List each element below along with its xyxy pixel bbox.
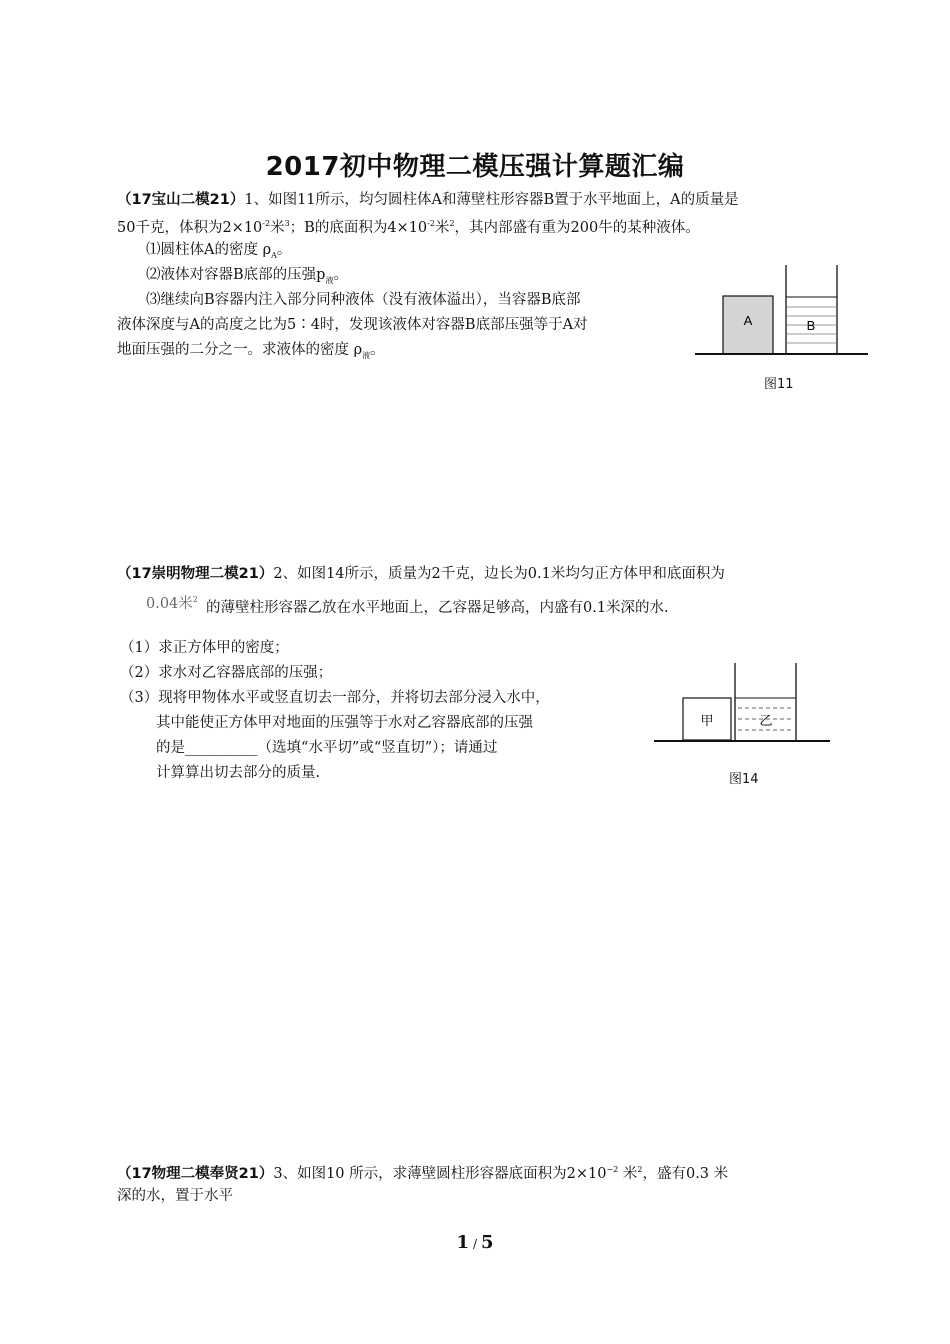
q1-text-b4: 米 <box>434 220 450 236</box>
q3-text-a2: 米 <box>618 1166 638 1182</box>
label-yi: 乙 <box>759 714 773 729</box>
q1-sub-3-line-1: ⑶继续向B容器内注入部分同种液体（没有液体溢出），当容器B底部 <box>146 292 581 308</box>
q2-area-text: 0.04米 <box>146 596 193 612</box>
q2-sub-3-line-4: 计算算出切去部分的质量. <box>156 765 321 781</box>
q1-sub1-end: 。 <box>276 242 292 258</box>
q1-sub2-subscript: 液 <box>325 275 334 285</box>
q2-sub-1: （1）求正方体甲的密度； <box>120 640 289 656</box>
q2-line-1 <box>117 562 725 586</box>
q3-text-a1: 3、如图10 所示，求薄壁圆柱形容器底面积为2×10 <box>273 1166 607 1182</box>
q1-exp-4: 2 <box>449 219 455 228</box>
q2-line-2b: 的薄壁柱形容器乙放在水平地面上，乙容器足够高，内盛有0.1米深的水. <box>206 600 669 616</box>
q1-sub3-l3-text: 地面压强的二分之一。求液体的密度 ρ <box>117 342 363 358</box>
q1-text-b3: ；B的底面积为4×10 <box>289 220 428 236</box>
q3-exp-2: 2 <box>637 1165 643 1174</box>
page-title: 2017初中物理二模压强计算题汇编 <box>265 152 685 182</box>
q1-source: （17宝山二模21） <box>117 192 245 208</box>
q1-sub2-text: ⑵液体对容器B底部的压强p <box>146 267 326 283</box>
page-total: 5 <box>481 1232 494 1253</box>
q3-text-a3: ，盛有0.3 米 <box>642 1166 729 1182</box>
q1-sub-3-line-3 <box>117 338 385 368</box>
q1-exp-2: 3 <box>284 219 290 228</box>
q3-line-1 <box>117 1158 728 1186</box>
q1-sub1-subscript: A <box>271 250 277 260</box>
q2-line-2 <box>146 588 198 616</box>
figure-14 <box>650 660 840 750</box>
q1-sub3-l3-end: 。 <box>370 342 385 358</box>
q2-sub-2: （2）求水对乙容器底部的压强； <box>120 665 333 681</box>
q1-sub2-end: 。 <box>333 267 348 283</box>
q1-exp-3: -2 <box>427 219 435 228</box>
q1-sub-3-line-2: 液体深度与A的高度之比为5∶4时，发现该液体对容器B底部压强等于A对 <box>117 317 588 333</box>
page-separator: / <box>472 1237 478 1251</box>
q2-text-a: 2、如图14所示，质量为2千克，边长为0.1米均匀正方体甲和底面积为 <box>273 566 725 582</box>
q3-source: （17物理二模奉贤21） <box>117 1166 274 1182</box>
q2-sub-3-line-2: 其中能使正方体甲对地面的压强等于水对乙容器底部的压强 <box>156 715 533 731</box>
q2-area-value <box>146 596 198 612</box>
figure-11-caption: 图11 <box>764 377 794 392</box>
q1-text-b1: 50千克，体积为2×10 <box>117 220 263 236</box>
q1-line-2 <box>117 212 700 240</box>
q2-sub-3-line-3: 的是__________（选填“水平切”或“竖直切”）；请通过 <box>156 740 498 756</box>
q2-source: （17崇明物理二模21） <box>117 566 274 582</box>
label-jia: 甲 <box>700 714 714 729</box>
label-a: A <box>743 313 753 328</box>
label-b: B <box>806 318 816 333</box>
q1-exp-1: -2 <box>262 219 271 228</box>
q3-exp-1: −2 <box>606 1165 619 1174</box>
q3-line-2: 深的水，置于水平 <box>117 1188 233 1204</box>
q1-sub1-text: ⑴圆柱体A的密度 ρ <box>146 242 272 258</box>
figure-11 <box>690 260 875 370</box>
q1-text-a: 1、如图11所示，均匀圆柱体A和薄壁柱形容器B置于水平地面上，A的质量是 <box>244 192 739 208</box>
q2-sub-3-line-1: （3）现将甲物体水平或竖直切去一部分，并将切去部分浸入水中， <box>120 690 550 706</box>
q1-line-1 <box>117 188 739 212</box>
q1-sub3-subscript: 液 <box>362 350 371 360</box>
q2-area-exp: 2 <box>192 595 198 604</box>
page-number <box>0 1232 950 1253</box>
q1-text-b2: 米 <box>270 220 285 236</box>
q1-text-b5: ，其内部盛有重为200牛的某种液体。 <box>454 220 700 236</box>
figure-14-caption: 图14 <box>729 772 759 787</box>
page-current: 1 <box>456 1232 469 1253</box>
